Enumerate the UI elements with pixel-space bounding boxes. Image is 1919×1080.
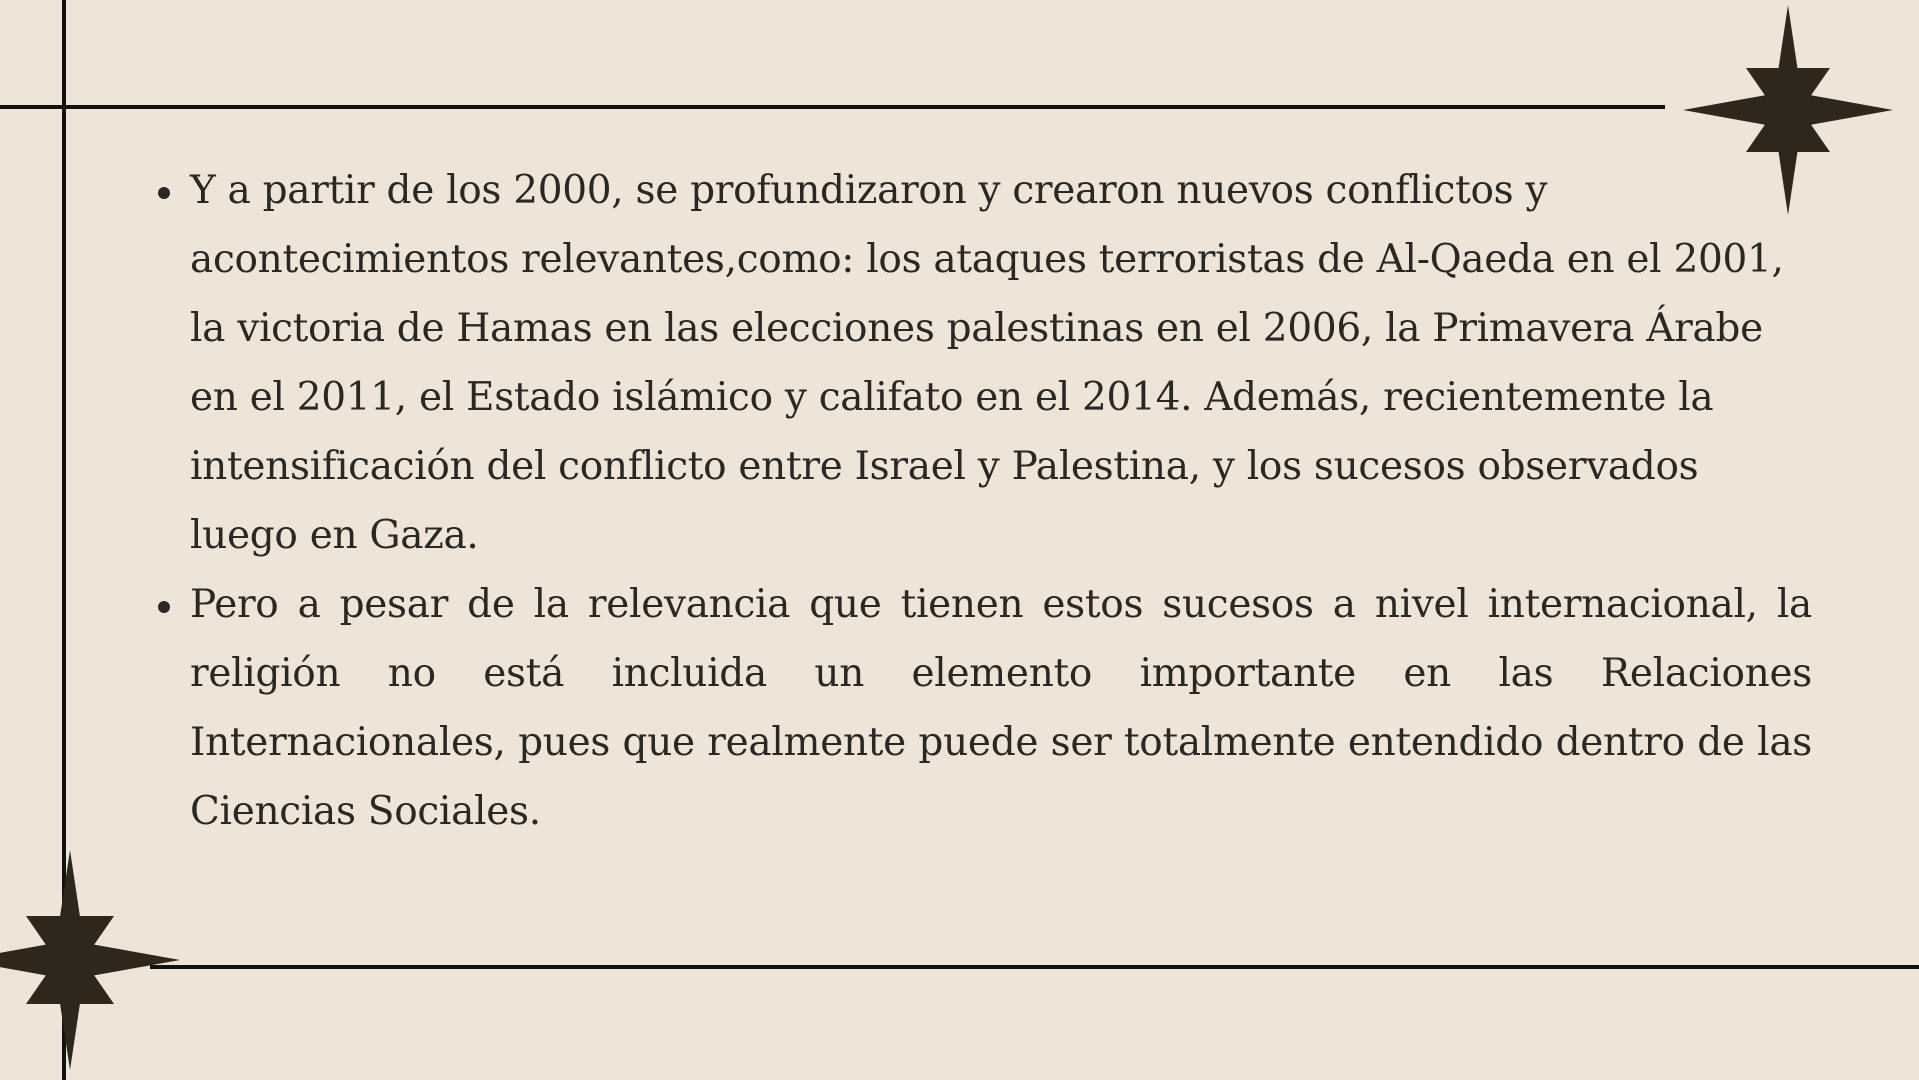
bullet-item-1 (150, 156, 1812, 570)
content-area (150, 156, 1812, 846)
bullet-item-2 (150, 570, 1812, 846)
bottom-divider-line (150, 965, 1919, 969)
bullet-text: Y a partir de los 2000, se profundizaron y crearon nuevos conflictos y acontecimientos relevantes,como: los ataques terroristas de Al-Qaeda en el 2001, la victoria de Hamas en las elecciones palestinas en el 2006, la Primavera Árabe en el 2011, el Estado islámico y califato en el 2014. Además, recientemente la intensificación del conflicto entre Israel y Palestina, y los sucesos observados luego en Gaza. (190, 168, 1784, 558)
bullet-list (150, 156, 1812, 846)
bullet-text: Pero a pesar de la relevancia que tienen estos sucesos a nivel internacional, la religión no está incluida un elemento importante en las Relaciones Internacionales, pues que realmente puede ser totalmente entendido dentro de las Ciencias Sociales. (190, 582, 1812, 834)
bullet-dot-icon (158, 601, 170, 613)
top-divider-line (0, 105, 1665, 109)
sparkle-star-icon (0, 840, 180, 1080)
bullet-dot-icon (158, 187, 170, 199)
